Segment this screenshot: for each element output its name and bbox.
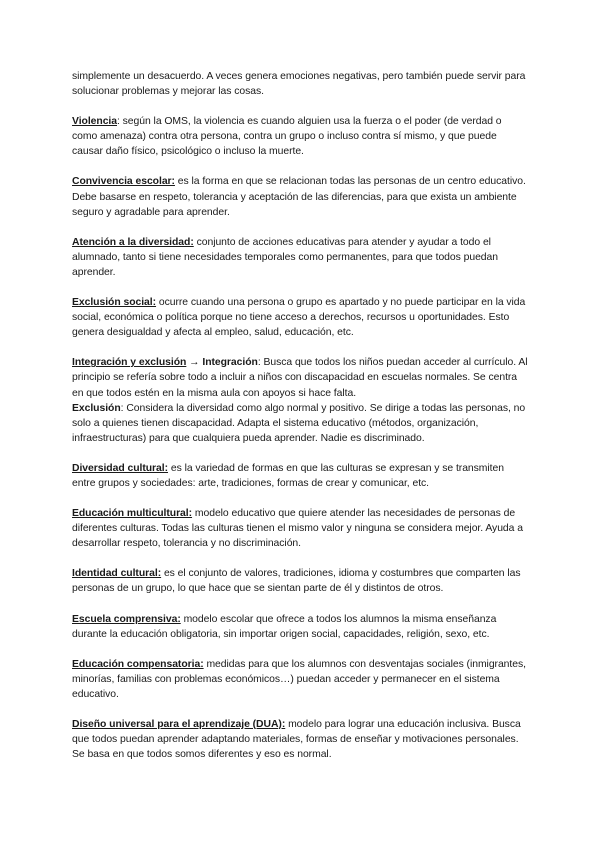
entry-atencion-diversidad xyxy=(72,235,528,280)
intro-paragraph xyxy=(72,69,528,99)
definition-atencion-diversidad: conjunto de acciones educativas para atender y ayudar a todo el alumnado, tanto si tiene necesidades temporales como permanentes, para que todos puedan aprender. xyxy=(72,236,498,278)
entry-exclusion-social xyxy=(72,295,528,340)
definition-exclusion: : Considera la diversidad como algo normal y positivo. Se dirige a todas las personas, no solo a quienes tienen discapacidad. Adapta el sistema educativo (métodos, organización, infraestructuras) para que cualquiera pueda aprender. Nadie es discriminado. xyxy=(72,402,526,444)
definition-dua: modelo para lograr una educación inclusiva. Busca que todos puedan aprender adaptando materiales, formas de enseñar y motivaciones personales. Se basa en que todos somos diferentes y eso es normal. xyxy=(72,719,521,761)
definition-escuela-comprensiva: modelo escolar que ofrece a todos los alumnos la misma enseñanza durante la educación obligatoria, sin importar origen social, capacidades, religión, sexo, etc. xyxy=(72,613,497,640)
entry-escuela-comprensiva xyxy=(72,612,528,642)
entry-educacion-multicultural xyxy=(72,506,528,551)
entry-integracion-exclusion xyxy=(72,355,528,446)
document-page xyxy=(72,69,528,777)
entry-educacion-compensatoria xyxy=(72,657,528,702)
intro-text: simplemente un desacuerdo. A veces genera emociones negativas, pero también puede servir para solucionar problemas y mejorar las cosas. xyxy=(72,71,526,98)
definition-identidad-cultural: es el conjunto de valores, tradiciones, idioma y costumbres que comparten las personas de un grupo, lo que hace que se sientan parte de él y distintos de otros. xyxy=(72,568,521,595)
term-atencion-diversidad: Atención a la diversidad: xyxy=(72,236,194,248)
term-escuela-comprensiva: Escuela comprensiva: xyxy=(72,613,181,625)
term-educacion-multicultural: Educación multicultural: xyxy=(72,508,193,520)
subterm-exclusion: Exclusión xyxy=(72,402,121,414)
definition-convivencia-escolar: es la forma en que se relacionan todas las personas de un centro educativo. Debe basarse en respeto, tolerancia y aceptación de las diferencias, para que exista un ambiente seguro y agradable para aprender. xyxy=(72,176,526,218)
entry-dua xyxy=(72,717,528,762)
term-diversidad-cultural: Diversidad cultural: xyxy=(72,462,169,474)
term-identidad-cultural: Identidad cultural: xyxy=(72,568,162,580)
arrow-symbol: → xyxy=(186,357,203,369)
term-violencia: Violencia xyxy=(72,116,117,128)
subterm-integracion: Integración xyxy=(202,357,258,369)
term-dua: Diseño universal para el aprendizaje (DUA): xyxy=(72,719,286,730)
entry-violencia xyxy=(72,114,528,159)
entry-convivencia-escolar xyxy=(72,174,528,219)
term-exclusion-social: Exclusión social: xyxy=(72,297,157,309)
definition-integracion: : Busca que todos los niños puedan acceder al currículo. Al principio se refería sobre todo a incluir a niños con discapacidad en escuelas normales. Se centra en que todos estén en la misma aula con apoyos si hace falta. xyxy=(72,357,528,399)
entry-identidad-cultural xyxy=(72,566,528,596)
definition-diversidad-cultural: es la variedad de formas en que las culturas se expresan y se transmiten entre grupos y sociedades: arte, tradiciones, formas de crear y comunicar, etc. xyxy=(72,462,504,489)
definition-educacion-compensatoria: medidas para que los alumnos con desventajas sociales (inmigrantes, minorías, familias con problemas económicos…) puedan acceder y permanecer en el sistema educativo. xyxy=(72,658,526,700)
term-integracion-exclusion: Integración y exclusión xyxy=(72,357,187,369)
entry-diversidad-cultural xyxy=(72,461,528,491)
term-educacion-compensatoria: Educación compensatoria: xyxy=(72,658,204,670)
term-convivencia-escolar: Convivencia escolar: xyxy=(72,176,175,188)
definition-educacion-multicultural: modelo educativo que quiere atender las necesidades de personas de diferentes culturas. Todas las culturas tienen el mismo valor y ninguna se considera mejor. Ayuda a desarrollar respeto, tolerancia y no discriminación. xyxy=(72,508,523,550)
definition-exclusion-social: ocurre cuando una persona o grupo es apartado y no puede participar en la vida social, económica o política porque no tiene acceso a derechos, recursos u oportunidades. Esto genera desigualdad y afecta al empleo, salud, educación, etc. xyxy=(72,297,526,339)
definition-violencia: : según la OMS, la violencia es cuando alguien usa la fuerza o el poder (de verdad o como amenaza) contra otra persona, contra un grupo o incluso contra sí mismo, y que puede causar daño físico, psicológico o incluso la muerte. xyxy=(72,116,502,158)
